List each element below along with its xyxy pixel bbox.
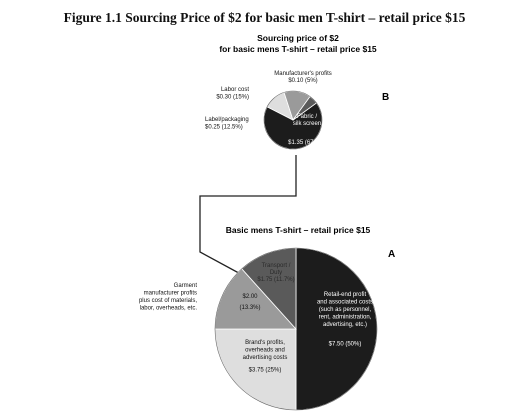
pie-a-slice-3-value-label: $1.75 (11.7%) <box>257 277 295 283</box>
pie-b-slice-3-name-label: Manufacturer's profits <box>274 71 332 77</box>
pie-b-panel-letter: B <box>382 92 390 103</box>
pie-a-slice-0-name-label: Retail-end profit <box>323 292 367 298</box>
pie-a-slice-2-name-label: Garment <box>173 283 197 289</box>
pie-a-slice-3-name-label: Duty <box>269 270 283 276</box>
pie-b <box>205 71 332 149</box>
pie-b-slice-3-value-label: $0.10 (5%) <box>288 78 318 84</box>
pie-a-slice-2-percent-label: (13.3%) <box>239 305 261 311</box>
pie-a-slice-2-value-label: $2.00 <box>242 294 258 300</box>
pie-a-title: Basic mens T-shirt – retail price $15 <box>225 225 371 235</box>
pie-b-title-line-2: for basic mens T-shirt – retail price $15 <box>219 44 377 54</box>
pie-a-slice-2-name-label: manufacturer profits <box>143 290 197 297</box>
pie-b-slice-0-name-label: Fabric / <box>296 114 318 120</box>
pie-a-slice-0 <box>296 248 377 410</box>
pie-a-slice-0-name-label: rent, administration, <box>318 314 372 321</box>
pie-b-slice-0-name-label: silk screen <box>292 121 322 127</box>
pie-a-panel-letter: A <box>388 249 396 260</box>
pie-a-slice-3-name-label: Transport / <box>261 263 291 269</box>
pie-a-slice-0-name-label: and associated costs <box>316 299 374 306</box>
pie-a-slice-0-name-label: advertising, etc.) <box>322 322 368 328</box>
pie-a-slice-2-name-label: plus cost of materials, <box>138 298 197 304</box>
pie-a-slice-1-name-label: advertising costs <box>242 355 288 361</box>
pie-b-slice-2-value-label: $0.30 (15%) <box>216 94 249 101</box>
pie-b-slice-2-name-label: Labor cost <box>220 87 249 93</box>
pie-a <box>139 248 377 410</box>
pie-a-slice-2-name-label: labor, overheads, etc. <box>139 305 197 312</box>
pie-a-slice-1-name-label: overheads and <box>245 347 285 354</box>
figure-title: Figure 1.1 Sourcing Price of $2 for basic men T-shirt – retail price $15 <box>63 10 466 25</box>
pie-a-slice-1-value-label: $3.75 (25%) <box>248 367 282 374</box>
pie-b-slice-1-value-label: $0.25 (12.5%) <box>205 124 243 131</box>
pie-b-title-line-1: Sourcing price of $2 <box>257 33 339 43</box>
pie-b-slice-0-value-label: $1.35 (67.5%) <box>288 140 326 146</box>
pie-a-slice-0-name-label: (such as personnel, <box>318 307 372 313</box>
pie-b-slice-1-name-label: Label/packaging <box>205 117 249 123</box>
pie-a-slice-1-name-label: Brand's profits, <box>245 340 285 346</box>
pie-a-slice-0-value-label: $7.50 (50%) <box>328 341 362 348</box>
